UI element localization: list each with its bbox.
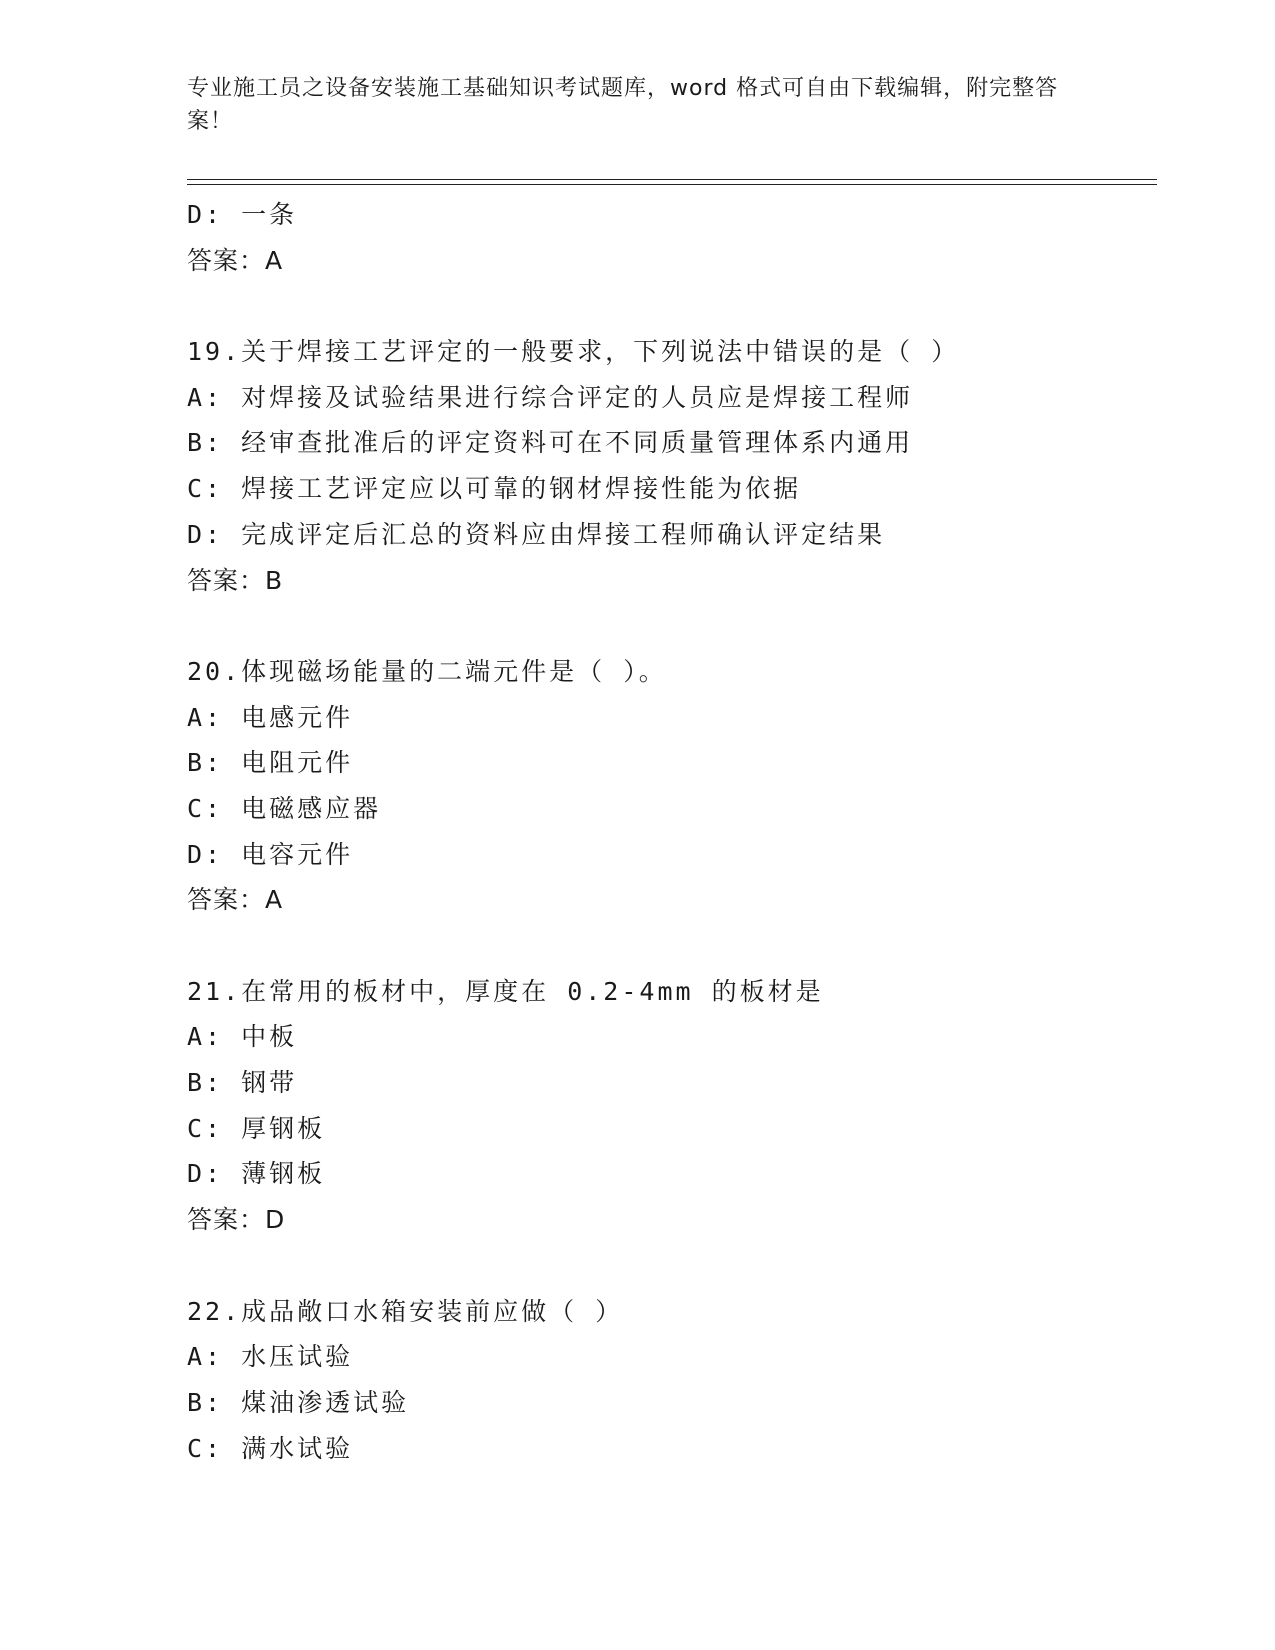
option-b: B: 电阻元件 [187,748,354,778]
document-header: 专业施工员之设备安装施工基础知识考试题库，word 格式可自由下载编辑，附完整答案！ [187,76,1059,134]
question-stem: 21.在常用的板材中，厚度在 0.2-4mm 的板材是 [187,976,824,1006]
spacer [187,603,1157,649]
spacer [187,1243,1157,1289]
option-c: C: 满水试验 [187,1433,354,1463]
header-rule-bottom [187,184,1157,185]
option-b: B: 钢带 [187,1068,298,1098]
answer-line: 答案：A [187,245,284,275]
option-a: A: 电感元件 [187,702,354,732]
answer-line: 答案：D [187,1205,286,1235]
answer-line: 答案：B [187,565,284,595]
question-stem: 19.关于焊接工艺评定的一般要求，下列说法中错误的是（ ） [187,337,960,367]
option-a: A: 水压试验 [187,1342,354,1372]
header-rule-top [187,179,1157,180]
option-c: C: 厚钢板 [187,1113,326,1143]
option-b: B: 经审查批准后的评定资料可在不同质量管理体系内通用 [187,428,914,458]
option-c: C: 焊接工艺评定应以可靠的钢材焊接性能为依据 [187,474,802,504]
spacer [187,923,1157,969]
option-d: D: 完成评定后汇总的资料应由焊接工程师确认评定结果 [187,519,886,549]
option-d: D: 一条 [187,200,298,229]
option-d: D: 薄钢板 [187,1159,326,1189]
option-d: D: 电容元件 [187,839,354,869]
option-c: C: 电磁感应器 [187,793,382,823]
question-stem: 20.体现磁场能量的二端元件是（ ）。 [187,656,667,686]
question-list [187,192,1157,1471]
option-b: B: 煤油渗透试验 [187,1387,410,1417]
spacer [187,283,1157,329]
option-a: A: 对焊接及试验结果进行综合评定的人员应是焊接工程师 [187,382,914,412]
question-stem: 22.成品敞口水箱安装前应做（ ） [187,1296,624,1326]
option-a: A: 中板 [187,1022,298,1052]
answer-line: 答案：A [187,885,284,915]
